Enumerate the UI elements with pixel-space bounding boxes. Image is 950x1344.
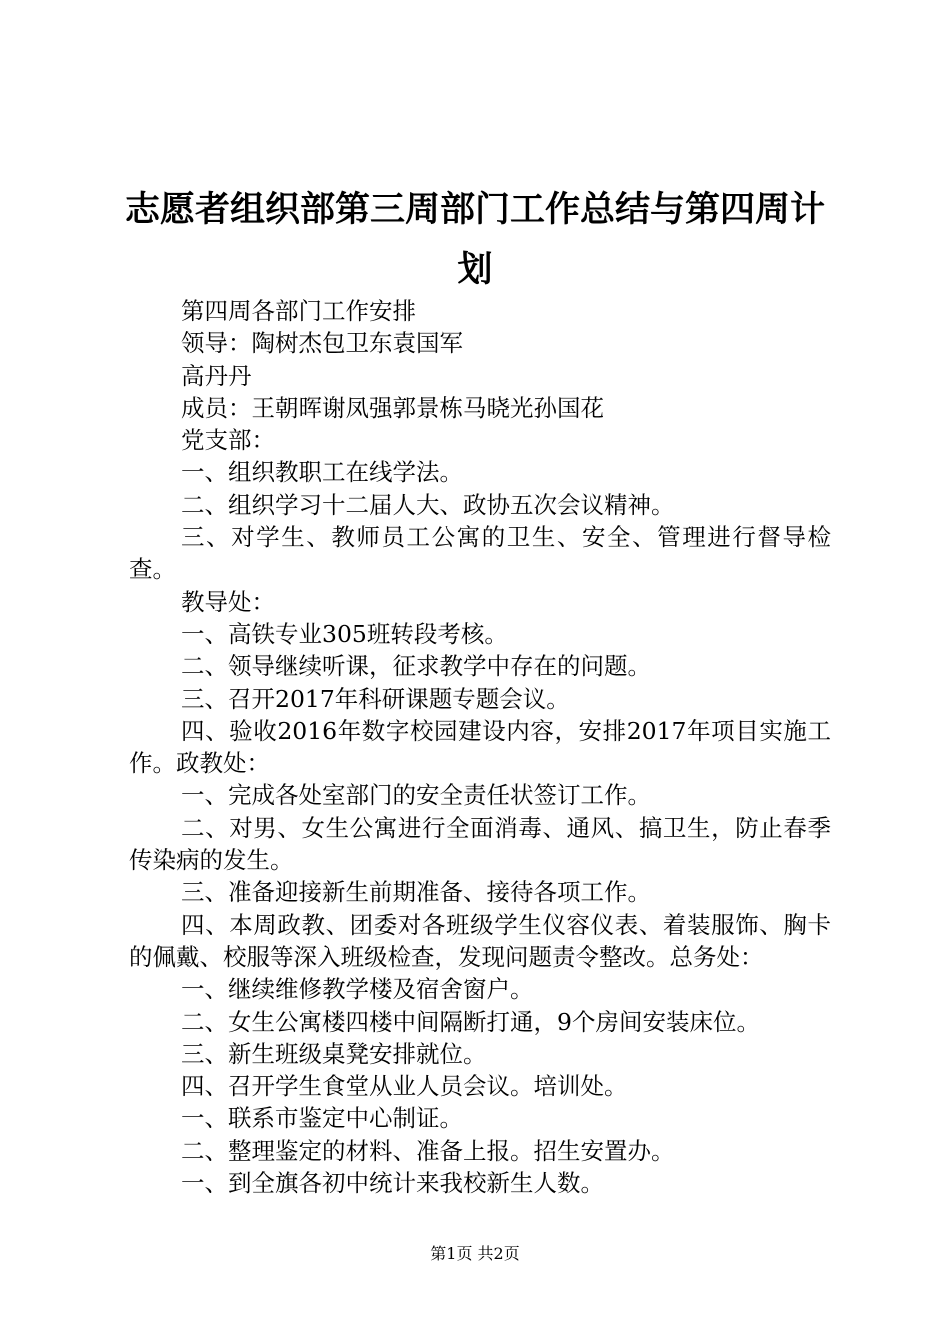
paragraph: 一、继续维修教学楼及宿舍窗户。 bbox=[181, 975, 534, 1004]
paragraph: 一、组织教职工在线学法。 bbox=[181, 458, 463, 487]
paragraph: 一、到全旗各初中统计来我校新生人数。 bbox=[181, 1169, 604, 1198]
document-title-line-1: 志愿者组织部第三周部门工作总结与第四周计 bbox=[124, 190, 825, 230]
paragraph: 三、对学生、教师员工公寓的卫生、安全、管理进行督导检查。 bbox=[129, 523, 831, 584]
paragraph: 高丹丹 bbox=[181, 361, 252, 390]
paragraph: 党支部： bbox=[181, 426, 275, 455]
paragraph: 教导处： bbox=[181, 587, 275, 616]
paragraph: 二、领导继续听课，征求教学中存在的问题。 bbox=[181, 652, 651, 681]
paragraph: 四、验收2016年数字校园建设内容，安排2017年项目实施工作。政教处： bbox=[129, 716, 831, 778]
page-footer: 第1页 共2页 bbox=[430, 1244, 520, 1263]
document-body bbox=[129, 295, 831, 1199]
paragraph: 一、完成各处室部门的安全责任状签订工作。 bbox=[181, 781, 651, 810]
paragraph: 三、召开2017年科研课题专题会议。 bbox=[181, 684, 570, 713]
paragraph: 成员：王朝晖谢凤强郭景栋马晓光孙国花 bbox=[181, 393, 604, 422]
paragraph: 三、准备迎接新生前期准备、接待各项工作。 bbox=[181, 878, 651, 907]
paragraph: 二、女生公寓楼四楼中间隔断打通，9个房间安装床位。 bbox=[181, 1007, 760, 1036]
paragraph: 领导：陶树杰包卫东袁国军 bbox=[181, 329, 463, 358]
paragraph: 四、本周政教、团委对各班级学生仪容仪表、着装服饰、胸卡的佩戴、校服等深入班级检查，发现问题责令整改。总务处： bbox=[129, 910, 831, 971]
paragraph: 第四周各部门工作安排 bbox=[181, 297, 416, 325]
paragraph: 二、组织学习十二届人大、政协五次会议精神。 bbox=[181, 490, 675, 519]
document-title-line-2: 划 bbox=[457, 250, 493, 290]
paragraph: 二、整理鉴定的材料、准备上报。招生安置办。 bbox=[181, 1136, 675, 1165]
paragraph: 三、新生班级桌凳安排就位。 bbox=[181, 1039, 487, 1068]
paragraph: 一、联系市鉴定中心制证。 bbox=[181, 1104, 463, 1133]
paragraph: 一、高铁专业305班转段考核。 bbox=[181, 619, 508, 648]
paragraph: 四、召开学生食堂从业人员会议。培训处。 bbox=[181, 1072, 628, 1101]
paragraph: 二、对男、女生公寓进行全面消毒、通风、搞卫生，防止春季传染病的发生。 bbox=[129, 813, 831, 875]
